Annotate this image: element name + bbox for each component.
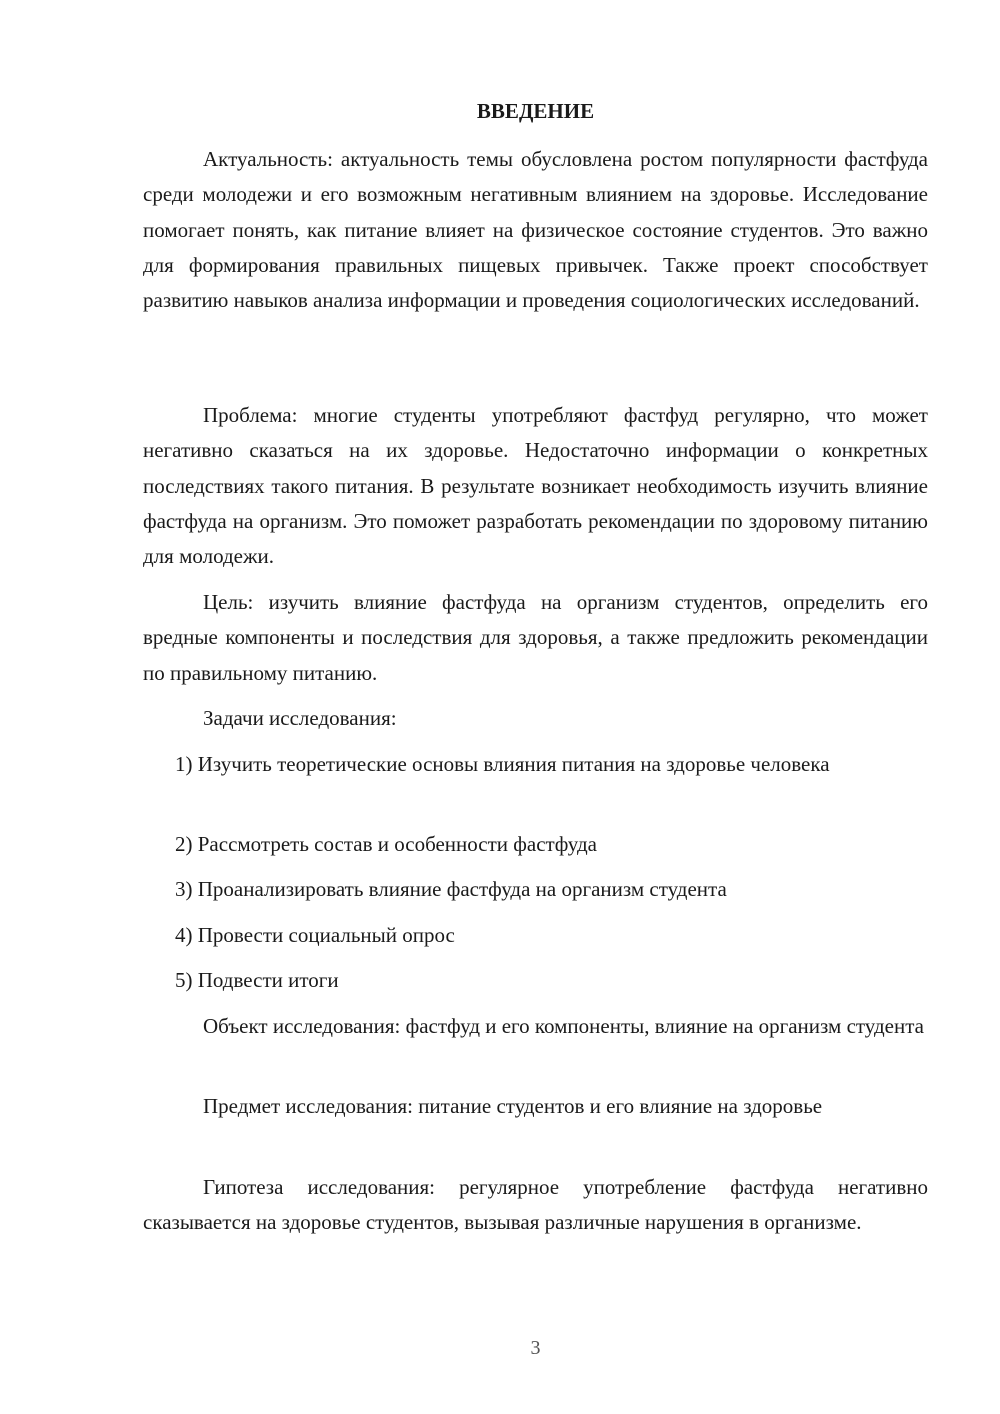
task-item-2: 2) Рассмотреть состав и особенности фастфуда [175,832,597,856]
object-paragraph: Объект исследования: фастфуд и его компоненты, влияние на организм студента [203,1014,924,1038]
relevance-paragraph: Актуальность: актуальность темы обусловлена ростом популярности фастфуда среди молодежи и его возможным негативным влиянием на здоровье. Исследование помогает понять, как питание влияет на физическое состояние студентов. Это важно для формирования правильных пищевых привычек. Также проект способствует развитию навыков анализа информации и проведения социологических исследований. [143,147,928,313]
tasks-heading: Задачи исследования: [203,706,397,730]
task-item-1: 1) Изучить теоретические основы влияния питания на здоровье человека [175,752,830,776]
subject-paragraph: Предмет исследования: питание студентов и его влияние на здоровье [203,1094,823,1118]
problem-paragraph: Проблема: многие студенты употребляют фастфуд регулярно, что может негативно сказаться на их здоровье. Недостаточно информации о конкретных последствиях такого питания. В результате возникает необходимость изучить влияние фастфуда на организм. Это поможет разработать рекомендации по здоровому питанию для молодежи. [143,403,928,569]
hypothesis-paragraph: Гипотеза исследования: регулярное употребление фастфуда негативно сказывается на здоровье студентов, вызывая различные нарушения в организме. [143,1175,928,1235]
task-item-5: 5) Подвести итоги [175,968,339,992]
section-title: ВВЕДЕНИЕ [476,99,595,123]
task-item-3: 3) Проанализировать влияние фастфуда на организм студента [175,877,727,901]
goal-paragraph: Цель: изучить влияние фастфуда на организм студентов, определить его вредные компоненты и последствия для здоровья, а также предложить рекомендации по правильному питанию. [143,590,928,685]
page-number: 3 [530,1337,541,1359]
task-item-4: 4) Провести социальный опрос [175,923,455,947]
